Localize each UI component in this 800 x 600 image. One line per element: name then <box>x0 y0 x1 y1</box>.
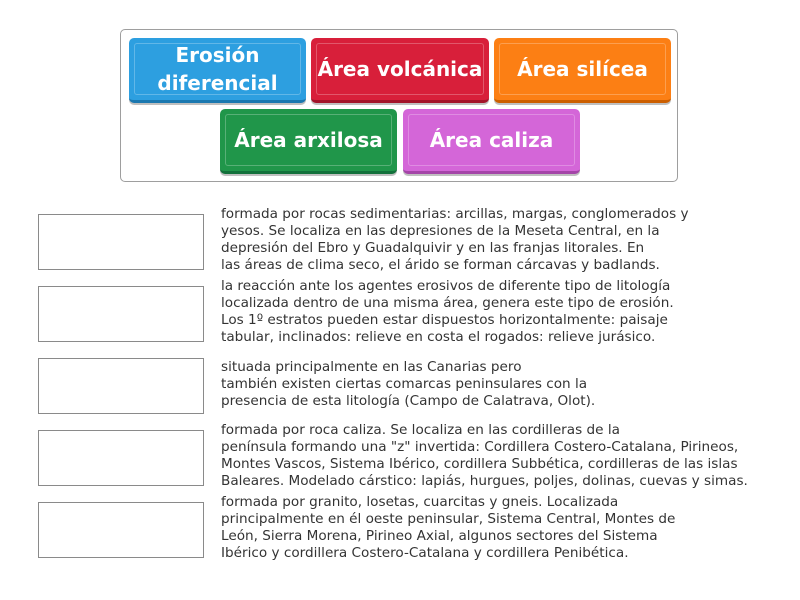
tile-label: Área silícea <box>517 57 648 81</box>
drop-slot-1[interactable] <box>38 214 204 270</box>
tile-area-caliza[interactable] <box>403 109 580 174</box>
tile-area-arxilosa[interactable] <box>220 109 397 174</box>
tile-label: Área arxilosa <box>234 128 383 152</box>
tile-area-silicea[interactable] <box>494 38 671 103</box>
tile-erosion-diferencial[interactable] <box>129 38 306 103</box>
drop-slot-3[interactable] <box>38 358 204 414</box>
description-1: formada por rocas sedimentarias: arcillas, margas, conglomerados y yesos. Se localiza en las depresiones de la Meseta Central, en la depresión del Ebro y Guadalquivir y en las franjas litorales. En las áreas de clima seco, el árido se forman cárcavas y badlands. <box>221 206 689 273</box>
drop-slot-2[interactable] <box>38 286 204 342</box>
description-3: situada principalmente en las Canarias pero también existen ciertas comarcas peninsulares con la presencia de esta litología (Campo de Calatrava, Olot). <box>221 359 596 409</box>
tile-label: Erosión diferencial <box>157 43 278 95</box>
tile-area-volcanica[interactable] <box>311 38 489 103</box>
drop-slot-5[interactable] <box>38 502 204 558</box>
tile-label: Área volcánica <box>317 57 483 81</box>
tile-label: Área caliza <box>429 128 554 152</box>
drop-slot-4[interactable] <box>38 430 204 486</box>
description-5: formada por granito, losetas, cuarcitas y gneis. Localizada principalmente en él oeste peninsular, Sistema Central, Montes de León, Sierra Morena, Pirineo Axial, algunos sectores del Sistema Ibérico y cordillera Costero-Catalana y cordillera Penibética. <box>221 494 676 561</box>
description-2: la reacción ante los agentes erosivos de diferente tipo de litología localizada dentro de una misma área, genera este tipo de erosión. Los 1º estratos pueden estar dispuestos horizontalmente: paisaje tabular, inclinados: relieve en costa el rogados: relieve jurásico. <box>221 278 674 345</box>
description-4: formada por roca caliza. Se localiza en las cordilleras de la península formando una "z" invertida: Cordillera Costero-Catalana, Pirineos, Montes Vascos, Sistema Ibérico, cordillera Subbética, cordilleras de las islas Baleares. Modelado cárstico: lapiás, hurgues, poljes, dolinas, cuevas y simas. <box>221 422 748 489</box>
